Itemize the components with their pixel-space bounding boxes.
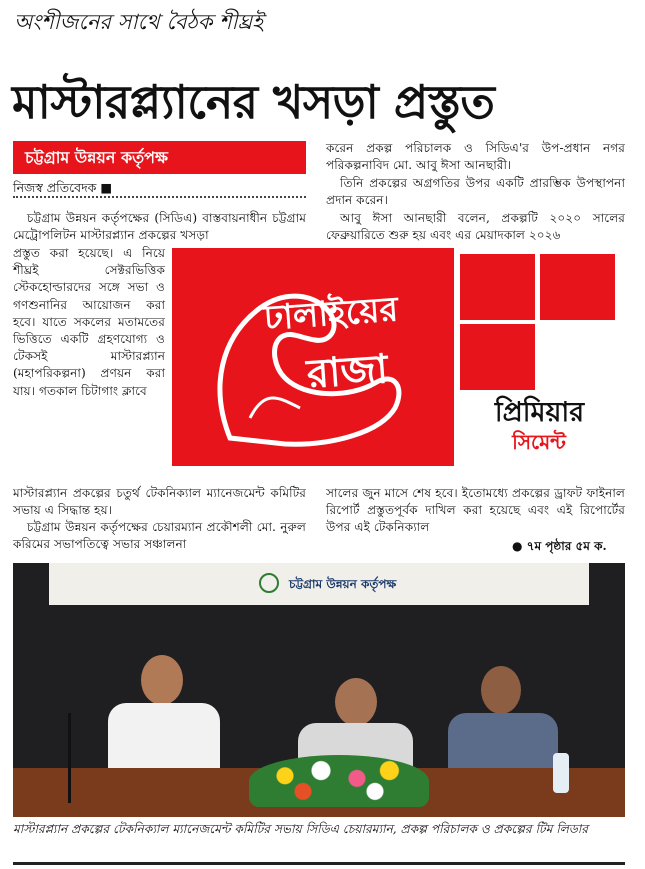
cda-logo-icon — [259, 573, 279, 593]
article-right-para3: আবু ঈসা আনছারী বলেন, প্রকল্পটি ২০২০ সালের ফেব্রুয়ারিতে শুরু হয় এবং এর মেয়াদকাল ২০২৬ — [326, 211, 625, 243]
main-headline: মাস্টারপ্ল্যানের খসড়া প্রস্তুত — [12, 75, 495, 129]
bottom-rule — [13, 862, 625, 865]
byline: নিজস্ব প্রতিবেদক ■ — [13, 180, 113, 195]
photo-wall-banner — [49, 563, 589, 605]
org-banner: চট্টগ্রাম উন্নয়ন কর্তৃপক্ষ — [13, 141, 306, 174]
continued-marker: ● ৭ম পৃষ্ঠার ৫ম ক. — [512, 539, 607, 553]
brand-logo-square — [540, 254, 615, 320]
article-left-para1-narrow: প্রস্তুত করা হয়েছে। এ নিয়ে শীঘ্রই সেক্টরভিত্তিক স্টেকহোল্ডারদের সঙ্গে সভা ও গণশুনানির আয়োজন করা হবে। যাতে সকলের মতামতের ভিত্তিতে একটি গ্রহণযোগ্য ও টেকসই মাস্টারপ্ল্যান (মহাপরিকল্পনা) প্রণয়ন করা যায়। গতকাল চিটাগাং ক্লাবে — [13, 246, 165, 398]
article-right-para3-cont: সালের জুন মাসে শেষ হবে। ইতোমধ্যে প্রকল্পের ড্রাফট ফাইনাল রিপোর্ট প্রস্তুতপূর্বক দাখিল করা হয়েছে এবং এই রিপোর্টের উপর এই টেকনিক্যাল — [326, 486, 625, 535]
brand-sub: সিমেন্ট — [512, 430, 566, 454]
photo-caption: মাস্টারপ্ল্যান প্রকল্পের টেকনিক্যাল ম্যানেজমেন্ট কমিটির সভায় সিডিএ চেয়ারম্যান, প্রকল্প পরিচালক ও প্রকল্পের টিম লিডার — [13, 822, 588, 836]
article-right-para2: তিনি প্রকল্পের অগ্রগতির উপর একটি প্রারম্ভিক উপস্থাপনা প্রদান করেন। — [326, 176, 625, 208]
cement-advertisement[interactable] — [172, 248, 625, 466]
flower-arrangement — [249, 755, 429, 807]
article-left-para1-end: মাস্টারপ্ল্যান প্রকল্পের চতুর্থ টেকনিক্যাল ম্যানেজমেন্ট কমিটির সভায় এ সিদ্ধান্ত হয়। — [13, 486, 306, 518]
ad-slogan-line2: রাজা — [305, 346, 390, 398]
brand-logo-square — [460, 254, 535, 320]
ad-slogan-line1: ঢালাইয়ের — [262, 289, 400, 339]
meeting-photo — [13, 563, 625, 817]
article-right-para1: করেন প্রকল্প পরিচালক ও সিডিএ'র উপ-প্রধান নগর পরিকল্পনাবিদ মো. আবু ঈসা আনছারী। — [326, 141, 625, 173]
article-left-para1: চট্টগ্রাম উন্নয়ন কর্তৃপক্ষের (সিডিএ) বাস্তবায়নাধীন চট্টগ্রাম মেট্রোপলিটন মাস্টারপ্ল্যান প্রকল্পের খসড়া — [13, 211, 306, 243]
article-left-para2: চট্টগ্রাম উন্নয়ন কর্তৃপক্ষের চেয়ারম্যান প্রকৌশলী মো. নুরুল করিমের সভাপতিত্বে সভার সঞ্চালনা — [13, 520, 306, 552]
byline-divider — [13, 196, 306, 198]
microphone-icon — [68, 713, 71, 803]
kicker-headline: অংশীজনের সাথে বৈঠক শীঘ্রই — [14, 10, 264, 34]
brand-logo-square — [460, 324, 535, 390]
brand-panel — [454, 248, 625, 466]
brand-name: প্রিমিয়ার — [494, 397, 585, 428]
water-bottle-icon — [553, 753, 569, 793]
photo-wall-banner-text: চট্টগ্রাম উন্নয়ন কর্তৃপক্ষ — [289, 577, 397, 591]
